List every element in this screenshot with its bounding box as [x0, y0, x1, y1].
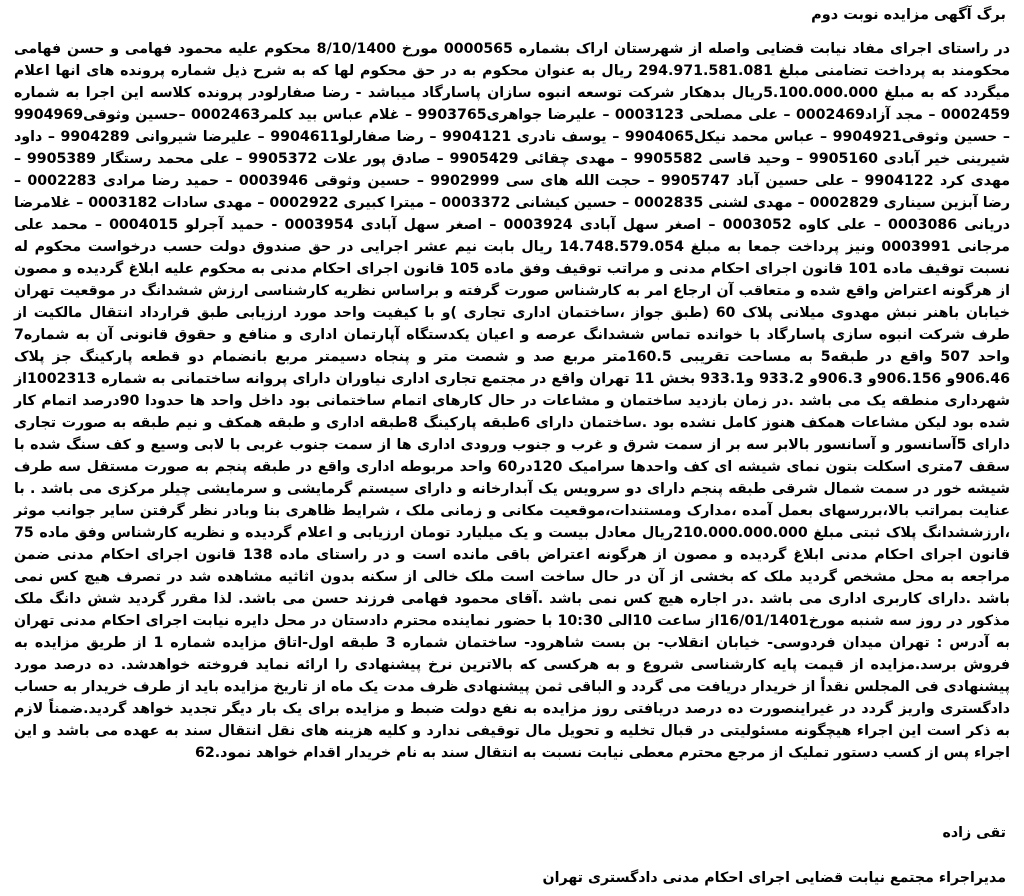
signatory-position: مدیراجراء مجتمع نیابت قضایی اجرای احکام مدنی دادگستری تهران	[542, 870, 1006, 886]
notice-title: برگ آگهی مزایده نوبت دوم	[811, 7, 1006, 23]
notice-body: در راستای اجرای مفاد نیابت قضایی واصله از شهرستان اراک بشماره 0000565 مورخ 8/10/1400 محکوم علیه محمود فهامی و حسن فهامی محکومند به پرداخت تضامنی مبلغ 294.971.581.081 ریال به عنوان محکوم به در حق محکوم لها که به شرح ذیل شماره پرونده های انها اعلام میگردد که به مبلغ 5.100.000.000ریال بدهکار شرکت توسعه انبوه سازان پاسارگاد میباشد - رضا صفارلودر پرونده کلاسه این اجرا به شماره 0002459 – مجد آزاد0002469 – علی مصلحی 0003123 – علیرضا جواهری9903765 – غلام عباس بید کلمر0002463 –حسین وثوقی9904969 – حسین وثوقی9904921 – عباس محمد نیکل9904065 – یوسف نادری 9904121 – رضا صفارلو9904611 – علیرضا شیروانی 9904289 – داود شیرینی خیر آبادی 9905160 – وحید قاسی 9905582 – مهدی چقائی 9905429 – صادق پور علات 9905372 – علی محمد رستگار 9905389 – مهدی کرد 9904122 – علی حسین آباد 9905747 – حجت الله های سی 9902999 – حسین وثوقی 0003946 – حمید رضا مرادی 0002283 – رضا آبزین سیناری 0002829 – مهدی لشنی 0002835 – حسین کیشانی 0003372 – میترا کبیری 0002922 – مهدی سادات 0003182 – غلامرضا دریانی 0003086 – علی کاوه 0003052 – اصغر سهل آبادی 0003924 – اصغر سهل آبادی 0003954 - حمید آجرلو 0004015 – محمد علی مرجانی 0003991 ونیز پرداخت جمعا به مبلغ 14.748.579.054 ریال بابت نیم عشر اجرایی در حق صندوق دولت حسب درخواست محکوم له نسبت توقیف ماده 101 قانون اجرای احکام مدنی و مراتب توقیف وفق ماده 105 قانون اجرای احکام مدنی به محکوم علیه ابلاغ گردیده و مصون از هرگونه اعتراض واقع شده و متعاقب آن ارجاع امر به کارشناس صورت گرفته و براساس نظریه کارشناسی ارزش ششدانگ در موقعیت تهران خیابان باهنر نبش مهدوی میلانی پلاک 60 (طبق جواز ،ساختمان اداری تجاری )و با کیفیت واحد مورد ارزیابی طبق قرارداد انتقال مالکیت از طرف شرکت انبوه سازی پاسارگاد با خوانده تماس ششدانگ عرصه و اعیان یکدستگاه آپارتمان اداری و منافع و حقوق قانونی آن به شماره7 واحد 507 واقع در طبقه5 به مساحت تقریبی 160.5متر مربع صد و شصت متر و پنجاه دسیمتر مربع بانضمام دو قطعه پارکینگ جز پلاک 906.46و 906.156و 906.3و 933.2 و933.1 بخش 11 تهران واقع در مجتمع تجاری اداری نیاوران دارای پروانه ساختمانی به شماره 1002313از شهرداری منطقه یک می باشد .در زمان بازدید ساختمان و مشاعات در حال کارهای اتمام ساختمانی بود داخل واحد ها حدودا 90درصد اتمام کار شده بود لیکن مشاعات همکف هنوز کامل نشده بود .ساختمان دارای 6طبقه پارکینگ 8طبقه اداری و طبقه همکف و نیم طبقه به صورت تجاری دارای 5آسانسور و آسانسور بالابر سه بر از سمت شرق و غرب و جنوب ورودی اداری ها از سمت جنوب غربی با لابی وسیع و کف سنگ شده با سقف 7متری اسکلت بتون نمای شیشه ای کف واحدها سرامیک 120در60 واحد مربوطه اداری واقع در طبقه پنجم به صورت مستقل سه طرف شیشه خور در سمت شمال شرقی طبقه پنجم دارای دو سرویس یک آبدارخانه و دارای سیستم گرمایشی و سرمایشی چیلر مرکزی می باشد . با عنایت بمراتب بالا،بررسهای بعمل آمده ،مدارک ومستندات،موقعیت مکانی و زمانی ملک ، شرایط ظاهری بنا وبادر نظر گرفتن سایر جوانب موثر ،ارزششدانگ پلاک ثبتی مبلغ 210.000.000.000ریال معادل بیست و یک میلیارد تومان ارزیابی و اعلام گردیده و نظریه کارشناس وفق ماده 75 قانون اجرای احکام مدنی ابلاغ گردیده و مصون از هرگونه اعتراض باقی مانده است و در راستای ماده 138 قانون اجرای احکام مدنی ضمن مراجعه به محل مشخص گردید ملک که بخشی از آن در حال ساخت است ملک خالی از سکنه بدون اثاثیه مشاهده شد در تصرف هیچ کس نمی باشد .دارای کاربری اداری می باشد .در اجاره هیچ کس نمی باشد .آقای محمود فهامی فرزند حسن می باشد. لذا مقرر گردید شش دانگ ملک مذکور در روز سه شنبه مورخ16/01/1401از ساعت 10الی 10:30 با حضور نماینده محترم دادستان در محل دایره نیابت اجرای احکام مدنی تهران به آدرس : تهران میدان فردوسی- خیابان انقلاب- بن بست شاهرود- ساختمان شماره 3 طبقه اول-اتاق مزایده شماره 1 از طریق مزایده به فروش برسد.مزایده از قیمت پایه کارشناسی شروع و به هرکسی که بالاترین نرخ پیشنهادی را ارائه نماید فروخته خواهدشد. ده درصد مورد پیشنهادی فی المجلس نقداً از خریدار دریافت می گردد و الباقی ثمن پیشنهادی ظرف مدت یک ماه از تاریخ مزایده باید از طرف خریدار به حساب دادگستری واریز گردد در غیراینصورت ده درصد دریافتی روز مزایده به نفع دولت ضبط و مزایده برای یک بار دیگر تجدید خواهد گردید.ضمناً لازم به ذکر است این اجراء هیچگونه مسئولیتی در قبال تخلیه و تحویل مال توقیفی ندارد و کلیه هزینه های نقل انتقال سند به عهده می باشد و این اجراء پس از کسب دستور تملیک از مرجع محترم معطی نیابت نسبت به انتقال سند به نام خریدار اقدام خواهد نمود.62	[14, 41, 1011, 761]
signature-block	[543, 822, 1006, 890]
signatory-name: تقی زاده	[942, 825, 1006, 841]
signature-spacer	[543, 845, 1006, 867]
